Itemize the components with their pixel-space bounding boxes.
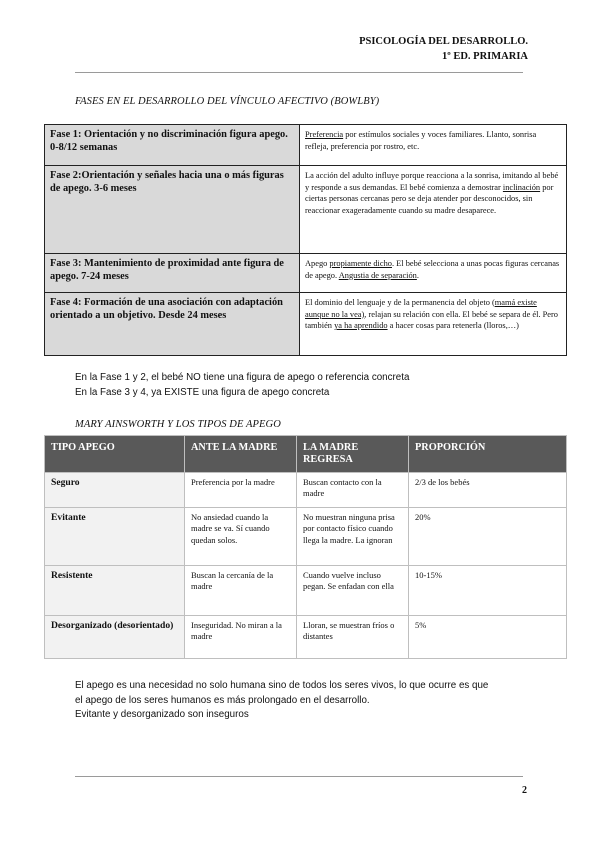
underlined-text: Angustia de separación <box>338 270 417 280</box>
description-text: por estímulos sociales y voces familiares. Llanto, sonrisa refleja, preferencia por rostro, etc. <box>305 130 537 151</box>
note-line: En la Fase 3 y 4, ya EXISTE una figura de apego concreta <box>75 386 330 398</box>
attachment-type: Evitante <box>45 508 185 566</box>
footer-rule <box>75 776 523 777</box>
cell-madre-regresa: Lloran, se muestran fríos o distantes <box>297 616 409 659</box>
phase-description <box>300 293 567 356</box>
header-subject: PSICOLOGÍA DEL DESARROLLO. <box>359 36 528 47</box>
cell-ante-madre: Buscan la cercanía de la madre <box>185 566 297 616</box>
description-text: , relajan su relación con ella. El bebé se separa de él. Pero también <box>305 309 558 331</box>
attachment-type: Resistente <box>45 566 185 616</box>
description-text: a hacer cosas para retenerla (lloros,…) <box>387 321 519 331</box>
attachment-notes <box>75 679 488 723</box>
cell-madre-regresa: Buscan contacto con la madre <box>297 473 409 508</box>
note-line: El apego es una necesidad no solo humana sino de todos los seres vivos, lo que ocurre es que <box>75 680 489 691</box>
section-title-ainsworth: MARY AINSWORTH Y LOS TIPOS DE APEGO <box>75 419 281 430</box>
cell-madre-regresa: No muestran ninguna prisa por contacto físico cuando llega la madre. La ignoran <box>297 508 409 566</box>
phase-notes <box>75 371 409 400</box>
cell-proporcion: 2/3 de los bebés <box>409 473 567 508</box>
col-header-ante: ANTE LA MADRE <box>185 436 297 473</box>
cell-proporcion: 5% <box>409 616 567 659</box>
phase-row <box>45 254 567 293</box>
page-header <box>359 34 528 64</box>
phase-row <box>45 166 567 254</box>
note-line: el apego de los seres humanos es más prolongado en el desarrollo. <box>75 694 370 706</box>
phase-name: Fase 4: Formación de una asociación con adaptación orientado a un objetivo. Desde 24 meses <box>45 293 300 356</box>
description-text: . El bebé selecciona a unas pocas figuras cercanas de apego. <box>305 259 560 280</box>
phase-description <box>300 125 567 166</box>
description-text: El dominio del lenguaje y de la permanencia del objeto ( <box>305 298 495 307</box>
cell-proporcion: 10-15% <box>409 566 567 616</box>
phase-row <box>45 125 567 166</box>
phase-description <box>300 166 567 254</box>
cell-ante-madre: Preferencia por la madre <box>185 473 297 508</box>
attachment-row <box>45 616 567 659</box>
underlined-text: propiamente dicho <box>329 259 392 268</box>
col-header-proporcion: PROPORCIÓN <box>409 436 567 473</box>
col-header-tipo: TIPO APEGO <box>45 436 185 473</box>
page-number: 2 <box>522 785 527 796</box>
underlined-text: Preferencia <box>305 130 344 139</box>
underlined-text: inclinación <box>502 182 541 192</box>
underlined-text: ya ha aprendido <box>334 321 388 331</box>
note-line: En la Fase 1 y 2, el bebé NO tiene una figura de apego o referencia concreta <box>75 372 410 383</box>
phase-name: Fase 2:Orientación y señales hacia una o más figuras de apego. 3-6 meses <box>45 166 300 254</box>
attachment-row <box>45 508 567 566</box>
header-course: 1º ED. PRIMARIA <box>441 51 528 62</box>
phase-row <box>45 293 567 356</box>
cell-proporcion: 20% <box>409 508 567 566</box>
cell-madre-regresa: Cuando vuelve incluso pegan. Se enfadan con ella <box>297 566 409 616</box>
attachment-row <box>45 566 567 616</box>
cell-ante-madre: Inseguridad. No miran a la madre <box>185 616 297 659</box>
cell-ante-madre: No ansiedad cuando la madre se va. Sí cuando quedan solos. <box>185 508 297 566</box>
phase-name: Fase 3: Mantenimiento de proximidad ante figura de apego. 7-24 meses <box>45 254 300 293</box>
note-line: Evitante y desorganizado son inseguros <box>75 709 249 720</box>
phases-table <box>44 124 567 356</box>
section-title-bowlby: FASES EN EL DESARROLLO DEL VÍNCULO AFECTIVO (BOWLBY) <box>75 96 380 107</box>
underlined-text: mamá existe aunque no la vea) <box>305 298 537 319</box>
col-header-regresa: LA MADRE REGRESA <box>297 436 409 473</box>
header-rule <box>75 72 523 73</box>
description-text: Apego <box>305 259 330 268</box>
attachment-types-table <box>44 435 567 659</box>
attachment-row <box>45 473 567 508</box>
description-text: . <box>416 270 419 280</box>
table-header-row <box>45 436 567 473</box>
attachment-type: Seguro <box>45 473 185 508</box>
phase-name: Fase 1: Orientación y no discriminación figura apego. 0-8/12 semanas <box>45 125 300 166</box>
attachment-type: Desorganizado (desorientado) <box>45 616 185 659</box>
phase-description <box>300 254 567 293</box>
description-text: por ciertas personas cercanas pero se deja atender por desconocidos, sin reaccionar exageradamente cuando su madre desaparece. <box>305 182 554 215</box>
description-text: La acción del adulto influye porque reacciona a la sonrisa, imitando al bebé y responde a sus demandas. El bebé comienza a demostrar <box>305 171 559 192</box>
